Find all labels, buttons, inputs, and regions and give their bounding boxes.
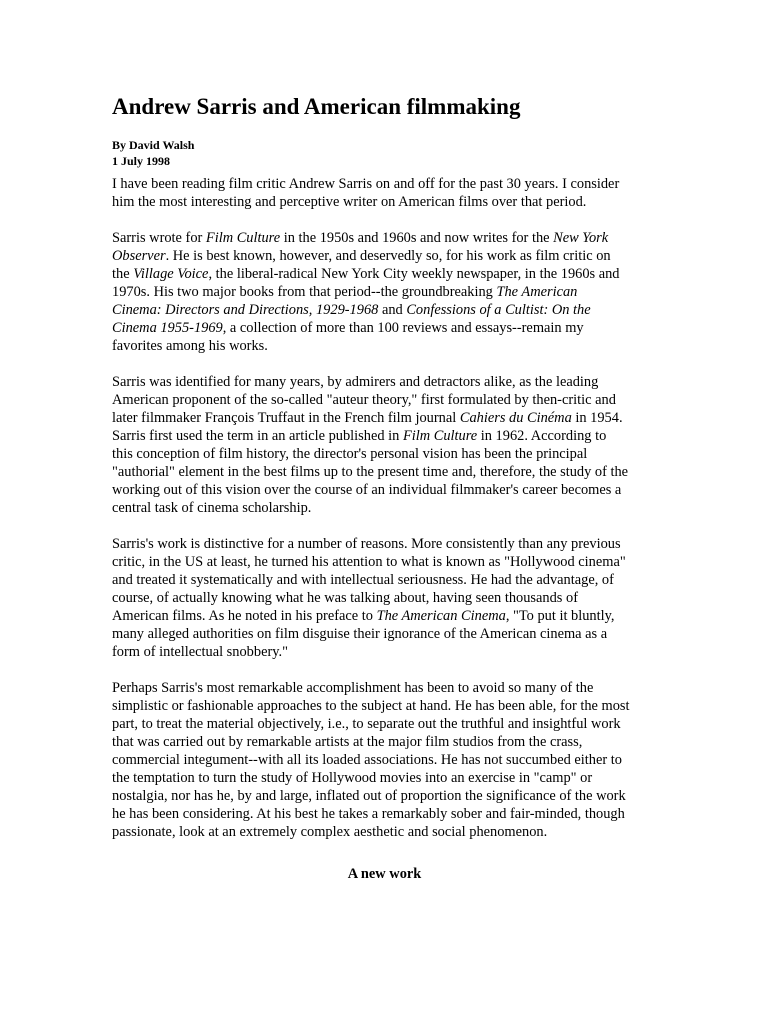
- paragraph-line: Cinema 1955-1969, a collection of more than 100 reviews and essays--remain my: [112, 320, 584, 336]
- article-paragraph: [112, 679, 657, 841]
- paragraph-line: Sarris's work is distinctive for a number of reasons. More consistently than any previous: [112, 536, 621, 552]
- section-heading: A new work: [347, 866, 422, 882]
- byline-block: [112, 138, 194, 169]
- paragraph-line: American proponent of the so-called "auteur theory," first formulated by then-critic and: [112, 392, 616, 408]
- paragraph-line: form of intellectual snobbery.": [112, 644, 288, 660]
- paragraph-line: many alleged authorities on film disguise their ignorance of the American cinema as a: [112, 626, 608, 642]
- italic-title: Cinema: Directors and Directions, 1929-1968: [112, 302, 379, 318]
- paragraph-line: Cinema: Directors and Directions, 1929-1968 and Confessions of a Cultist: On the: [112, 302, 591, 318]
- paragraph-line: that was carried out by remarkable artists at the major film studios from the crass,: [112, 734, 583, 750]
- italic-title: Confessions of a Cultist: On the: [406, 302, 591, 318]
- paragraph-line: Perhaps Sarris's most remarkable accomplishment has been to avoid so many of the: [112, 680, 594, 696]
- paragraph-line: "authorial" element in the best films up to the present time and, therefore, the study of the: [112, 464, 629, 480]
- paragraph-line: American films. As he noted in his preface to The American Cinema, "To put it bluntly,: [112, 608, 615, 624]
- italic-title: The American: [496, 284, 578, 300]
- paragraph-line: commercial integument--with all its loaded associations. He has not succumbed either to: [112, 752, 622, 768]
- paragraph-line: Sarris wrote for Film Culture in the 1950s and 1960s and now writes for the New York: [112, 230, 609, 246]
- italic-title: Cinema 1955-1969: [112, 320, 223, 336]
- paragraph-line: simplistic or fashionable approaches to the subject at hand. He has been able, for the most: [112, 698, 630, 714]
- italic-title: Village Voice: [133, 266, 209, 282]
- italic-title: Observer: [112, 248, 166, 264]
- italic-title: The American Cinema: [376, 608, 506, 624]
- article-paragraph: [112, 175, 657, 211]
- italic-title: Film Culture: [402, 428, 478, 444]
- paragraph-line: I have been reading film critic Andrew Sarris on and off for the past 30 years. I consider: [112, 176, 620, 192]
- paragraph-line: nostalgia, nor has he, by and large, inflated out of proportion the significance of the work: [112, 788, 626, 804]
- italic-title: Cahiers du Cinéma: [459, 410, 572, 426]
- article-paragraph: [112, 535, 657, 661]
- paragraph-line: working out of this vision over the course of an individual filmmaker's career becomes a: [112, 482, 622, 498]
- paragraph-line: central task of cinema scholarship.: [112, 500, 312, 516]
- paragraph-line: part, to treat the material objectively, i.e., to separate out the truthful and insightful work: [112, 716, 621, 732]
- paragraph-line: Sarris first used the term in an article published in Film Culture in 1962. According to: [112, 428, 607, 444]
- paragraph-line: course, of actually knowing what he was talking about, having seen thousands of: [112, 590, 578, 606]
- paragraph-line: Sarris was identified for many years, by admirers and detractors alike, as the leading: [112, 374, 599, 390]
- italic-title: New York: [553, 230, 609, 246]
- paragraph-line: critic, in the US at least, he turned his attention to what is known as "Hollywood cinema": [112, 554, 626, 570]
- paragraph-line: and treated it systematically and with intellectual seriousness. He had the advantage, of: [112, 572, 614, 588]
- paragraph-line: later filmmaker François Truffaut in the French film journal Cahiers du Cinéma in 1954.: [112, 410, 623, 426]
- paragraph-line: favorites among his works.: [112, 338, 268, 354]
- article-paragraph: [112, 229, 657, 355]
- paragraph-line: the temptation to turn the study of Hollywood movies into an exercise in "camp" or: [112, 770, 593, 786]
- paragraph-line: this conception of film history, the director's personal vision has been the principal: [112, 446, 588, 462]
- article-paragraph: [112, 373, 657, 517]
- paragraph-line: Observer. He is best known, however, and deservedly so, for his work as film critic on: [112, 248, 611, 264]
- paragraph-line: he has been considering. At his best he takes a remarkably sober and fair-minded, though: [112, 806, 625, 822]
- paragraph-line: 1970s. His two major books from that period--the groundbreaking The American: [112, 284, 578, 300]
- paragraph-line: him the most interesting and perceptive writer on American films over that period.: [112, 194, 587, 210]
- italic-title: Film Culture: [205, 230, 281, 246]
- article-title: Andrew Sarris and American filmmaking: [112, 94, 521, 119]
- paragraph-line: passionate, look at an extremely complex aesthetic and social phenomenon.: [112, 824, 548, 840]
- author-byline: By David Walsh: [112, 138, 195, 152]
- publication-date: 1 July 1998: [112, 153, 171, 168]
- article-body: [112, 175, 657, 859]
- paragraph-line: the Village Voice, the liberal-radical New York City weekly newspaper, in the 1960s and: [112, 266, 620, 282]
